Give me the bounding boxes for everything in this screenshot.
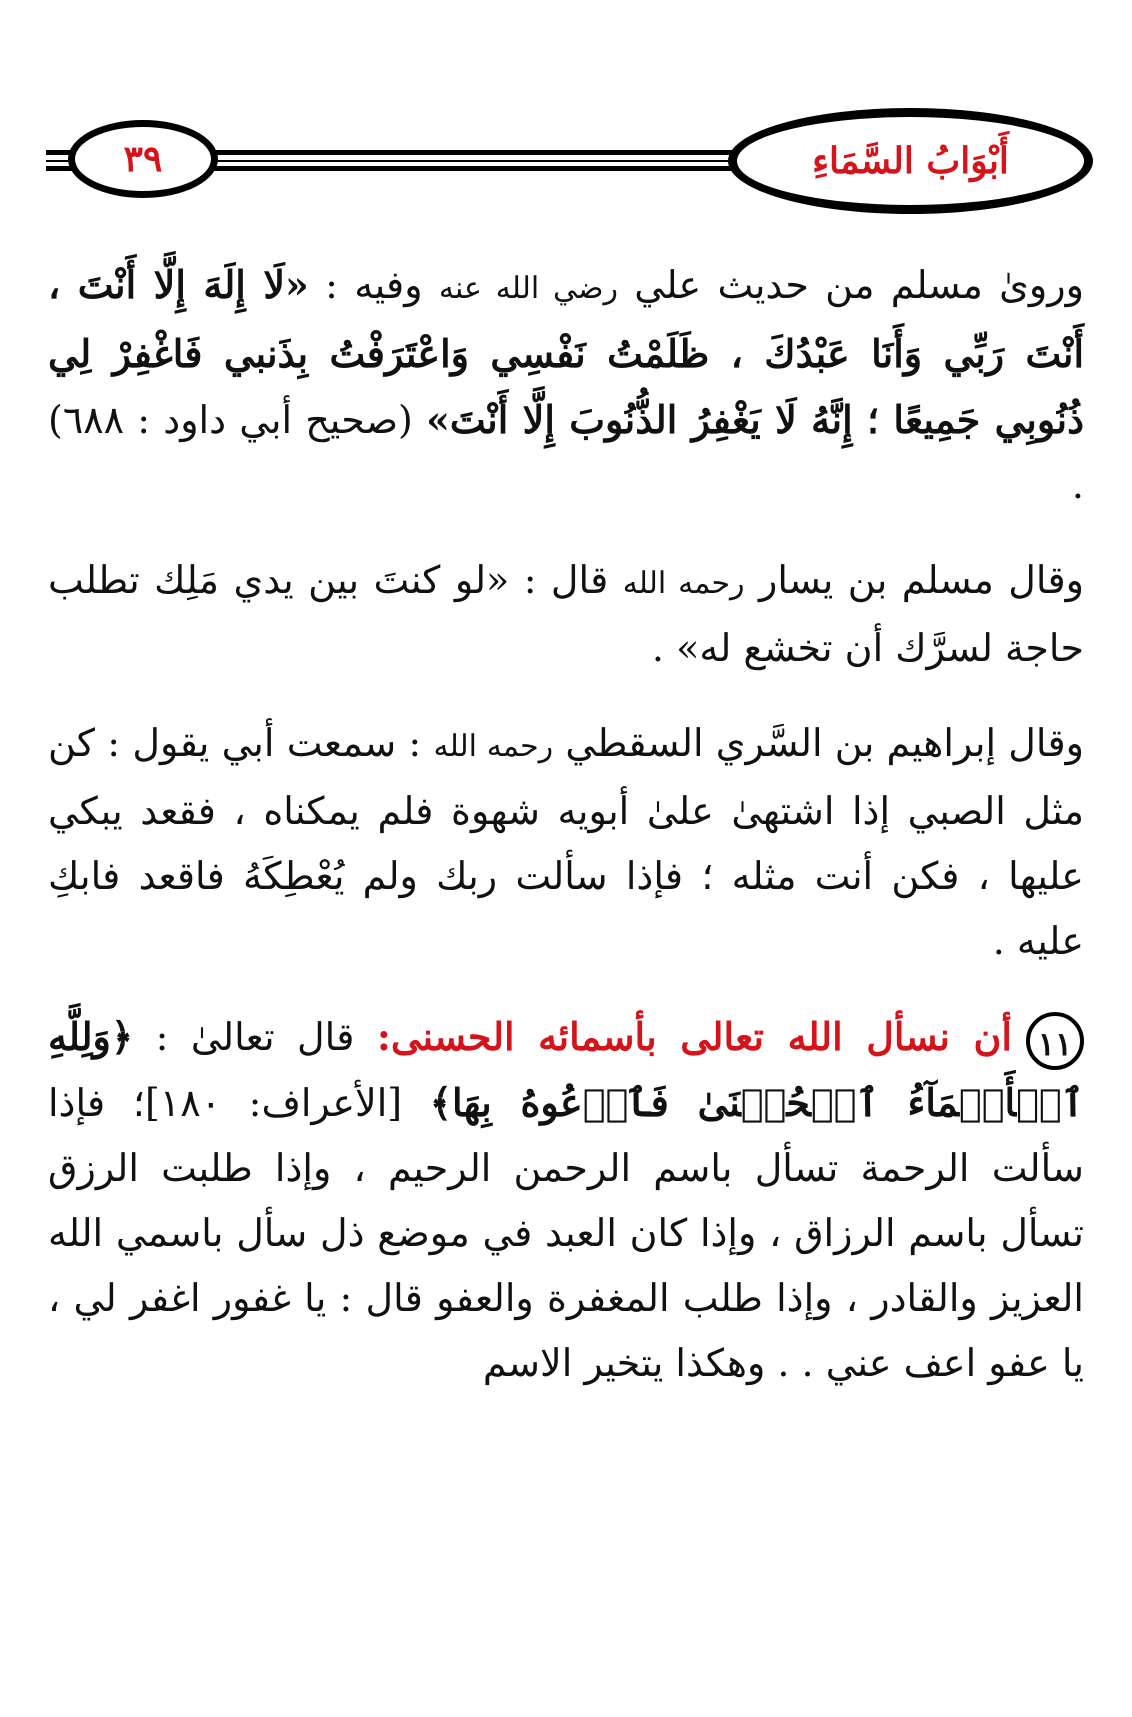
p1-quote: «لَا إِلَهَ إِلَّا أَنْتَ ، أَنْتَ رَبِّي وَأَنَا عَبْدُكَ ، ظَلَمْتُ نَفْسِي وَاعْتَرَفْتُ بِذَنبي فَاغْفِرْ لِي ذُنُوبِي جَمِيعًا ؛ إِنَّهُ لَا يَغْفِرُ الذُّنُوبَ إِلَّا أَنْتَ» xyxy=(48,262,1084,442)
paragraph-section-11 xyxy=(48,1004,1084,1396)
honorific-rahimahullah: رحمه الله xyxy=(433,729,554,764)
honorific-rahimahullah: رحمه الله xyxy=(622,566,745,601)
page-header xyxy=(0,0,1132,240)
paragraph-hadith-ali xyxy=(48,252,1084,518)
page-number: ٣٩ xyxy=(123,138,163,180)
p2-text: قال : «لو كنتَ بين يدي مَلِك تطلب حاجة لسرَّك أن تخشع له» . xyxy=(48,558,1084,670)
section-number-badge: ١١ xyxy=(1026,1012,1084,1070)
p2-intro: وقال مسلم بن يسار xyxy=(758,558,1084,602)
verse-reference: [الأعراف: ١٨٠] xyxy=(144,1081,403,1125)
p3-intro: وقال إبراهيم بن السَّري السقطي xyxy=(565,721,1084,765)
p1-intro: وروىٰ مسلم من حديث علي xyxy=(634,263,1084,307)
paragraph-muslim-bin-yasar xyxy=(48,548,1084,681)
quran-verse: ﴿وَلِلَّهِ ٱلۡأَسۡمَآءُ ٱلۡحُسۡنَىٰ فَٱدۡعُوهُ بِهَا﴾ xyxy=(48,1014,1084,1125)
p3-text: : سمعت أبي يقول : كن مثل الصبي إذا اشتهىٰ علىٰ أبويه شهوة فلم يمكناه ، فقعد يبكي عليها ، فكن أنت مثله ؛ فإذا سألت ربك ولم يُعْطِكَهُ فاقعد فابكِ عليه . xyxy=(48,721,1084,963)
p4-lead: قال تعالىٰ : xyxy=(155,1015,355,1059)
book-title-badge xyxy=(728,108,1093,214)
p4-text: ؛ فإذا سألت الرحمة تسأل باسم الرحمن الرحيم ، وإذا طلبت الرزق تسأل باسم الرزاق ، وإذا كان العبد في موضع ذل سأل باسمي الله العزيز والقادر ، وإذا طلب المغفرة والعفو قال : يا غفور اغفر لي ، يا عفو اعف عني . . وهكذا يتخير الاسم xyxy=(48,1081,1084,1385)
p1-lead: وفيه : xyxy=(325,263,423,307)
book-title: أَبْوَابُ السَّمَاءِ xyxy=(812,140,1009,182)
section-heading: أن نسأل الله تعالى بأسمائه الحسنى: xyxy=(376,1014,1012,1059)
honorific-radiyallah: رضي الله عنه xyxy=(438,271,618,306)
page-body xyxy=(48,252,1084,1396)
p1-reference: (صحيح أبي داود : ٦٨٨) . xyxy=(48,398,1084,507)
paragraph-ibrahim-saqati xyxy=(48,711,1084,974)
page-number-badge xyxy=(68,120,218,198)
